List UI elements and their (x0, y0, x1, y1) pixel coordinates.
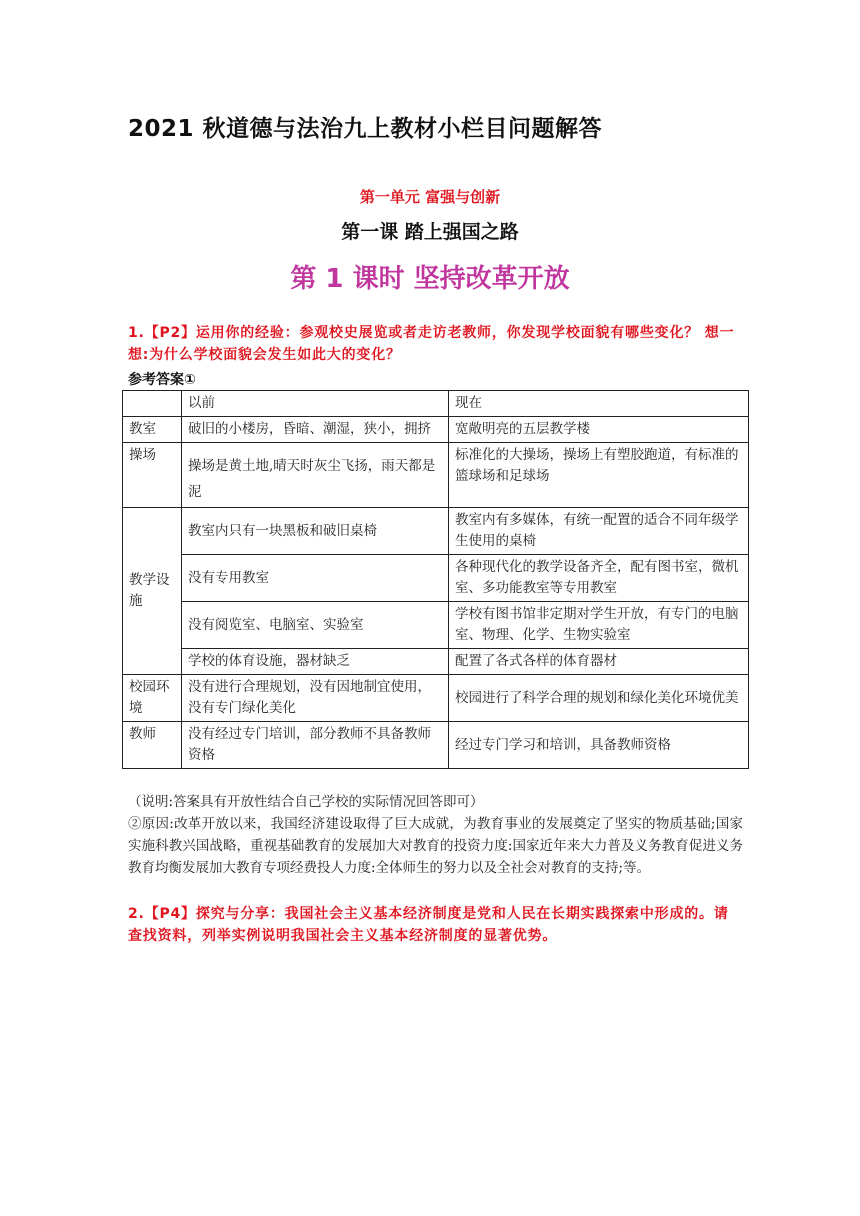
row-now: 学校有图书馆非定期对学生开放，有专门的电脑室、物理、化学、生物实验室 (449, 602, 749, 649)
row-now: 各种现代化的教学设备齐全，配有图书室，微机室、多功能教室等专用教室 (449, 555, 749, 602)
lesson-heading: 第一课 踏上强国之路 (341, 221, 519, 243)
document-title: 2021 秋道德与法治九上教材小栏目问题解答 (128, 116, 603, 142)
row-category: 校园环 境 (123, 675, 182, 722)
answer-note: （说明:答案具有开放性结合自己学校的实际情况回答即可） (128, 794, 484, 810)
row-before: 学校的体育设施，器材缺乏 (182, 649, 449, 675)
table-row (123, 649, 749, 675)
row-before: 没有进行合理规划，没有因地制宜使用，没有专门绿化美化 (182, 675, 449, 722)
row-now: 经过专门学习和培训，具备教师资格 (449, 722, 749, 769)
row-now: 宽敞明亮的五层教学楼 (449, 417, 749, 443)
row-before: 破旧的小楼房，昏暗、潮湿，狭小，拥挤 (182, 417, 449, 443)
table-row (123, 602, 749, 649)
question-2: 2.【P4】探究与分享：我国社会主义基本经济制度是党和人民在长期实践探索中形成的。请查找资料，列举实例说明我国社会主义基本经济制度的显著优势。 (128, 906, 729, 944)
table-header-cell (123, 391, 182, 417)
row-before: 没有阅览室、电脑室、实验室 (182, 602, 449, 649)
period-heading: 第 1 课时 坚持改革开放 (290, 264, 570, 294)
row-now: 标准化的大操场，操场上有塑胶跑道，有标准的篮球场和足球场 (449, 443, 749, 508)
table-row (123, 675, 749, 722)
answer-label: 参考答案① (128, 372, 196, 388)
row-category: 教学设 施 (123, 508, 182, 675)
table-header-cell: 现在 (449, 391, 749, 417)
table-row (123, 417, 749, 443)
table-row (123, 443, 749, 508)
table-header-row (123, 391, 749, 417)
row-now: 教室内有多媒体，有统一配置的适合不同年级学生使用的桌椅 (449, 508, 749, 555)
row-before: 没有专用教室 (182, 555, 449, 602)
reason-paragraph: ②原因:改革开放以来，我国经济建设取得了巨大成就，为教育事业的发展奠定了坚实的物质基础;国家实施科教兴国战略，重视基础教育的发展加大对教育的投资力度:国家近年来大力普及义务教育促进义务教育均衡发展加大教育专项经费投人力度:全体师生的努力以及全社会对教育的支持;等。 (128, 816, 743, 876)
row-now: 配置了各式各样的体育器材 (449, 649, 749, 675)
table-row (123, 508, 749, 555)
row-before: 没有经过专门培训，部分教师不具备教师资格 (182, 722, 449, 769)
row-now: 校园进行了科学合理的规划和绿化美化环境优美 (449, 675, 749, 722)
row-category: 操场 (123, 443, 182, 508)
row-before: 教室内只有一块黑板和破旧桌椅 (182, 508, 449, 555)
table-row (123, 722, 749, 769)
question-1: 1.【P2】运用你的经验：参观校史展览或者走访老教师，你发现学校面貌有哪些变化？ 想一想:为什么学校面貌会发生如此大的变化？ (128, 325, 735, 363)
table-header-cell: 以前 (182, 391, 449, 417)
row-category: 教师 (123, 722, 182, 769)
table-row (123, 555, 749, 602)
row-category: 教室 (123, 417, 182, 443)
row-before: 操场是黄土地,晴天时灰尘飞扬，雨天都是泥 (182, 443, 449, 508)
comparison-table (122, 390, 749, 769)
unit-heading: 第一单元 富强与创新 (359, 188, 501, 206)
